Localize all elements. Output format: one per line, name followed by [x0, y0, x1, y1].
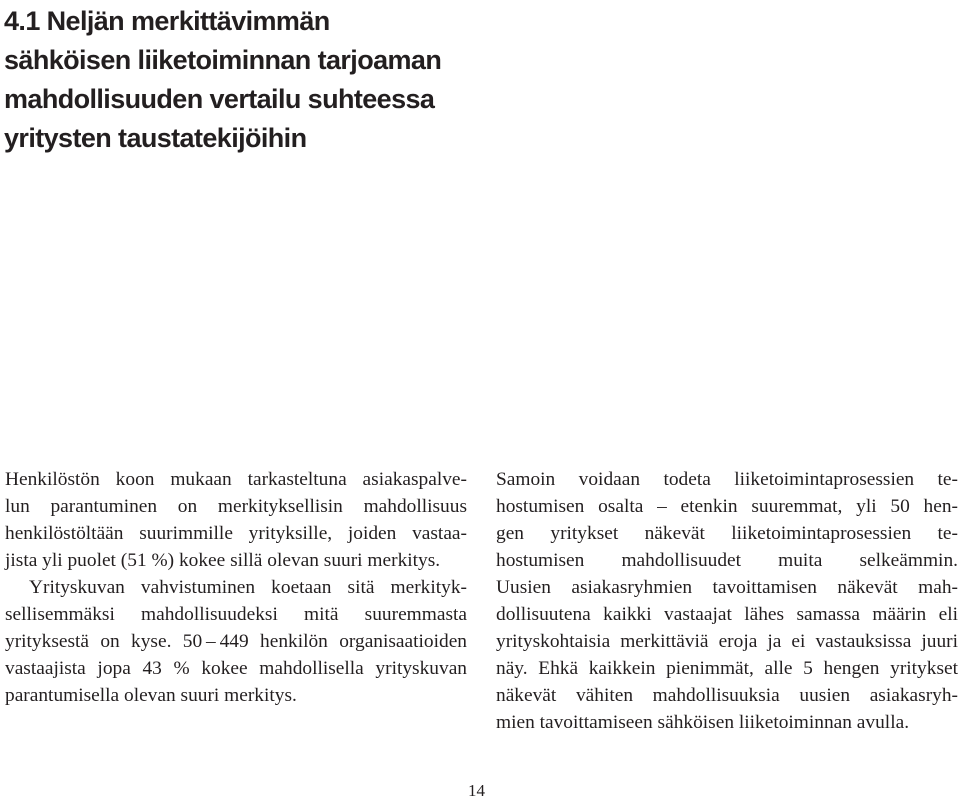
- right-text-column: [496, 466, 958, 736]
- body-text-line: mien tavoittamiseen sähköisen liiketoiminnan avulla.: [496, 712, 910, 733]
- heading-line: 4.1 Neljän merkittävimmän: [4, 6, 330, 36]
- body-text-line: Samoin voidaan todeta liiketoimintaprosessien te-: [496, 469, 958, 490]
- body-text-line: hostumisen osalta – etenkin suuremmat, yli 50 hen-: [496, 496, 958, 517]
- section-heading: [4, 2, 604, 158]
- body-text-line: yrityskohtaisia merkittäviä eroja ja ei vastauksissa juuri: [496, 631, 958, 652]
- body-text-line: näy. Ehkä kaikkein pienimmät, alle 5 hengen yritykset: [496, 658, 958, 679]
- body-text-line: jista yli puolet (51 %) kokee sillä olevan suuri merkitys.: [5, 550, 441, 571]
- body-text-line: hostumisen mahdollisuudet muita selkeämmin.: [496, 550, 958, 571]
- heading-line: mahdollisuuden vertailu suhteessa: [4, 84, 435, 114]
- page-number: 14: [468, 781, 485, 800]
- body-text-line: lun parantuminen on merkityksellisin mahdollisuus: [5, 496, 467, 517]
- heading-line: yritysten taustatekijöihin: [4, 123, 307, 153]
- body-text-line: Uusien asiakasryhmien tavoittamisen näkevät mah-: [496, 577, 958, 598]
- body-text-line: parantumisella olevan suuri merkitys.: [5, 685, 297, 706]
- body-text-line: yrityksestä on kyse. 50 – 449 henkilön organisaatioiden: [5, 631, 467, 652]
- body-text-line: näkevät vähiten mahdollisuuksia uusien asiakasryh-: [496, 685, 958, 706]
- heading-line: sähköisen liiketoiminnan tarjoaman: [4, 45, 442, 75]
- body-text-line: dollisuutena kaikki vastaajat lähes samassa määrin eli: [496, 604, 958, 625]
- body-text-line: henkilöstöltään suurimmille yrityksille, joiden vastaa-: [5, 523, 467, 544]
- body-text-line: gen yritykset näkevät liiketoimintaprosessien te-: [496, 523, 958, 544]
- left-text-column: [5, 466, 467, 709]
- body-text-line: Henkilöstön koon mukaan tarkasteltuna asiakaspalve-: [5, 469, 467, 490]
- body-text-line: vastaajista jopa 43 % kokee mahdollisella yrityskuvan: [5, 658, 467, 679]
- body-text-line: sellisemmäksi mahdollisuudeksi mitä suuremmasta: [5, 604, 467, 625]
- body-text-line: Yrityskuvan vahvistuminen koetaan sitä merkityk-: [29, 577, 467, 598]
